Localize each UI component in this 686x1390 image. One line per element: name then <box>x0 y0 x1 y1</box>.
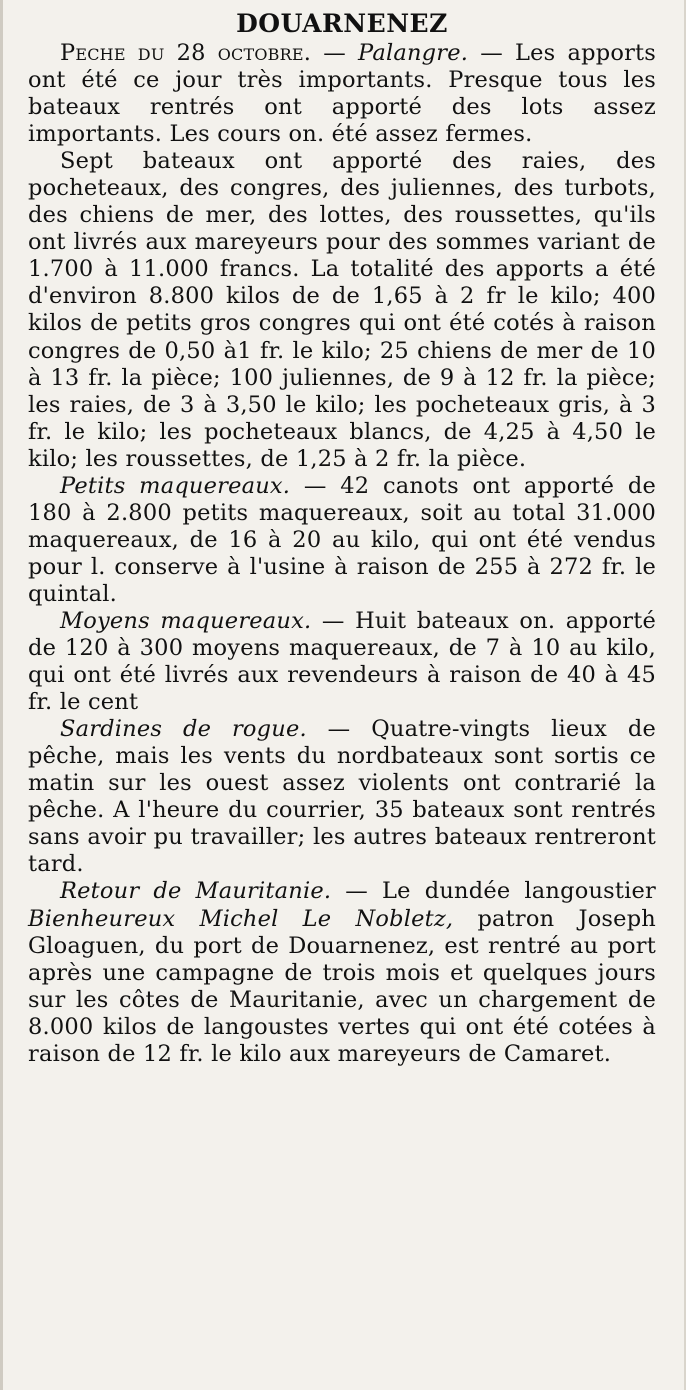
paragraph-moyens-maquereaux <box>28 608 656 716</box>
rubric-palangre: Palangre. <box>358 40 469 66</box>
rubric-moyens-maquereaux: Moyens maquereaux. <box>60 607 312 634</box>
rubric-sardines: Sardines de rogue. <box>60 716 307 743</box>
page-edge-left <box>0 0 3 1390</box>
paragraph-catch-details <box>28 148 656 473</box>
paragraph-text: — Quatre-vingts lieux de pêche, mais les vents du nordbateaux sont sortis ce matin sur les ouest assez violents ont contrarié la pêche. A l'heure du courrier, 35 bateaux sont rentrés sans avoir pu travailler; les autres bateaux rentreront tard. <box>28 716 656 878</box>
dateline: Peche du 28 octobre. <box>60 40 312 66</box>
article-headline: DOUARNENEZ <box>236 9 448 38</box>
paragraph-sardines <box>28 716 656 878</box>
paragraph-text: Sept bateaux ont apporté des raies, des pocheteaux, des congres, des juliennes, des turbots, des chiens de mer, des lottes, des roussettes, qu'ils ont livrés aux mareyeurs pour des sommes variant de 1.700 à 11.000 francs. La totalité des apports a été d'environ 8.800 kilos de de 1,65 à 2 fr le kilo; 400 kilos de petits gros congres qui ont été cotés à raison congres de 0,50 à1 fr. le kilo; 25 chiens de mer de 10 à 13 fr. la pièce; 100 juliennes, de 9 à 12 fr. la pièce; les raies, de 3 à 3,50 le kilo; les pocheteaux gris, à 3 fr. le kilo; les pocheteaux blancs, de 4,25 à 4,50 le kilo; les roussettes, de 1,25 à 2 fr. la pièce. <box>28 148 656 472</box>
rubric-mauritanie: Retour de Mauritanie. <box>60 878 332 905</box>
dateline-dash: — <box>311 40 359 66</box>
paragraph-mauritanie <box>28 878 656 1067</box>
paragraph-text: patron Joseph Gloaguen, du port de Douarnenez, est rentré au port après une campagne de trois mois et quelques jours sur les côtes de Mauritanie, avec un chargement de 8.000 kilos de langoustes vertes qui ont été cotées à raison de 12 fr. le kilo aux mareyeurs de Camaret. <box>28 905 656 1067</box>
paragraph-palangre <box>28 40 656 148</box>
paragraph-text: — Les apports ont été ce jour très importants. Presque tous les bateaux rentrés ont apporté des lots assez importants. Les cours on. été assez fermes. <box>28 40 657 148</box>
paragraph-text: — 42 canots ont apporté de 180 à 2.800 petits maquereaux, soit au total 31.000 maquereaux, de 16 à 20 au kilo, qui ont été vendus pour l. conserve à l'usine à raison de 255 à 272 fr. le quintal. <box>28 472 656 607</box>
paragraph-text: — Huit bateaux on. apporté de 120 à 300 moyens maquereaux, de 7 à 10 au kilo, qui ont été livrés aux revendeurs à raison de 40 à 45 fr. le cent <box>28 607 656 716</box>
article-column <box>28 10 656 1068</box>
boat-name: Bienheureux Michel Le Nobletz, <box>28 905 454 932</box>
paragraph-text: — Le dundée langoustier <box>331 878 656 905</box>
paragraph-petits-maquereaux <box>28 473 656 608</box>
rubric-petits-maquereaux: Petits maquereaux. <box>60 472 291 499</box>
